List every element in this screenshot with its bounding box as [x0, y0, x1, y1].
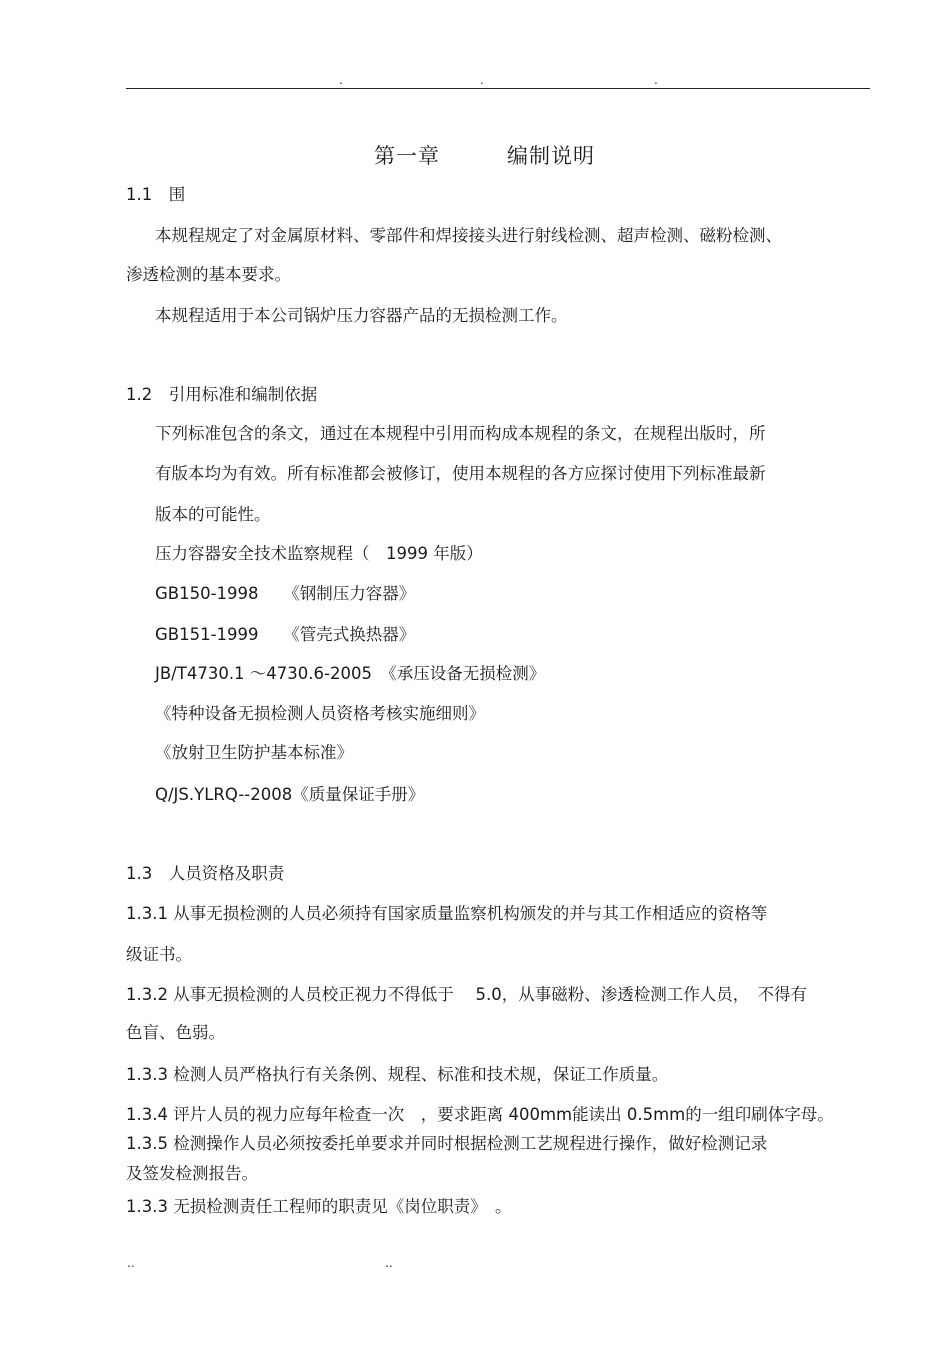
clause-line: 1.3.2 从事无损检测的人员校正视力不得低于 5.0，从事磁粉、渗透检测工作人员， 不得有	[126, 985, 807, 1004]
clause-line: 及签发检测报告。	[126, 1164, 258, 1183]
paragraph-line: 本规程规定了对金属原材料、零部件和焊接接头进行射线检测、超声检测、磁粉检测、	[155, 226, 782, 245]
header-dot: .	[339, 73, 343, 87]
reference-item: JB/T4730.1 ～4730.6-2005 《承压设备无损检测》	[155, 664, 546, 683]
clause-line: 级证书。	[126, 945, 192, 964]
clause-line: 1.3.3 无损检测责任工程师的职责见《岗位职责》 。	[126, 1197, 512, 1216]
paragraph-line: 下列标准包含的条文，通过在本规程中引用而构成本规程的条文，在规程出版时，所	[155, 424, 766, 443]
section-1-2-heading: 1.2 引用标准和编制依据	[126, 385, 318, 404]
footer-dots: ..	[127, 1256, 135, 1270]
clause-line: 1.3.4 评片人员的视力应每年检查一次 ，要求距离 400mm能读出 0.5mm的一组印刷体字母。	[126, 1105, 834, 1124]
reference-item: 《特种设备无损检测人员资格考核实施细则》	[155, 704, 485, 723]
paragraph-line: 版本的可能性。	[155, 505, 271, 524]
reference-item: Q/JS.YLRQ--2008《质量保证手册》	[155, 785, 425, 804]
chapter-title: 编制说明	[507, 144, 595, 168]
reference-item: 《放射卫生防护基本标准》	[155, 743, 353, 762]
paragraph-line: 本规程适用于本公司锅炉压力容器产品的无损检测工作。	[155, 306, 568, 325]
reference-item: 压力容器安全技术监察规程（ 1999 年版）	[155, 544, 483, 563]
section-1-1-heading: 1.1 围	[126, 185, 186, 204]
clause-line: 色盲、色弱。	[126, 1023, 225, 1042]
chapter-number: 第一章	[374, 144, 440, 168]
clause-line: 1.3.1 从事无损检测的人员必须持有国家质量监察机构颁发的并与其工作相适应的资格等	[126, 904, 768, 923]
header-dot: .	[480, 73, 484, 87]
paragraph-line: 有版本均为有效。所有标准都会被修订，使用本规程的各方应探讨使用下列标准最新	[155, 464, 766, 483]
paragraph-line: 渗透检测的基本要求。	[126, 265, 291, 284]
footer-dots: ..	[385, 1256, 393, 1270]
reference-item: GB150-1998 《钢制压力容器》	[155, 584, 416, 603]
clause-line: 1.3.5 检测操作人员必须按委托单要求并同时根据检测工艺规程进行操作，做好检测记录	[126, 1134, 768, 1153]
clause-line: 1.3.3 检测人员严格执行有关条例、规程、标准和技术规，保证工作质量。	[126, 1065, 669, 1084]
header-rule	[126, 88, 870, 89]
reference-item: GB151-1999 《管壳式换热器》	[155, 625, 416, 644]
header-dot: .	[654, 73, 658, 87]
section-1-3-heading: 1.3 人员资格及职责	[126, 864, 285, 883]
